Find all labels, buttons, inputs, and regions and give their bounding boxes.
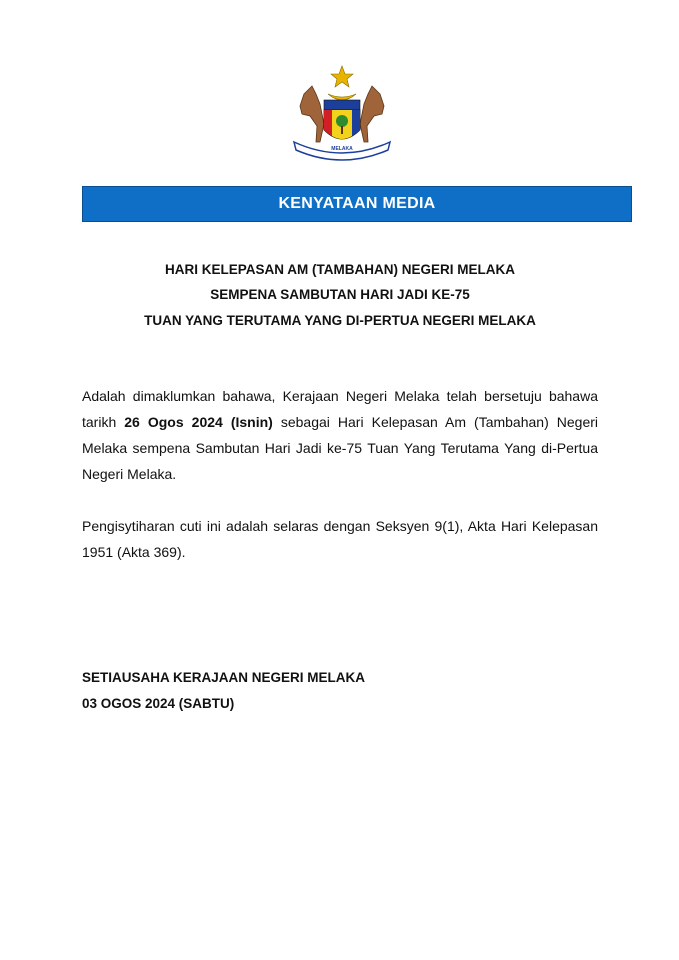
- paragraph1-text-end: sebagai Hari Kelepasan Am (Tambahan) Negeri Melaka sempena Sambutan Hari Jadi ke-75 Tuan Yang Terutama Yang di-Pertua Negeri Melaka.: [82, 414, 599, 482]
- paragraph1-text-start: Adalah dimaklumkan bahawa, Kerajaan Negeri Melaka telah bersetuju bahawa tarikh: [82, 388, 598, 430]
- heading-line-1: HARI KELEPASAN AM (TAMBAHAN) NEGERI MELAKA: [165, 262, 515, 277]
- heading-line-2: SEMPENA SAMBUTAN HARI JADI KE-75: [210, 287, 470, 302]
- crest-ribbon-text: MELAKA: [331, 146, 353, 152]
- legal-basis-paragraph: Pengisytiharan cuti ini adalah selaras dengan Seksyen 9(1), Akta Hari Kelepasan 1951 (Akta 369).: [82, 518, 598, 560]
- media-statement-banner: [82, 186, 632, 222]
- heading-line-3: TUAN YANG TERUTAMA YANG DI-PERTUA NEGERI MELAKA: [144, 313, 536, 328]
- statement-date: 03 OGOS 2024 (SABTU): [82, 696, 235, 711]
- announcement-paragraph: [82, 383, 598, 487]
- melaka-coat-of-arms: [290, 64, 394, 164]
- holiday-date: 26 Ogos 2024 (Isnin): [124, 414, 273, 430]
- banner-title: KENYATAAN MEDIA: [278, 195, 436, 212]
- signatory-office: SETIAUSAHA KERAJAAN NEGERI MELAKA: [82, 670, 366, 685]
